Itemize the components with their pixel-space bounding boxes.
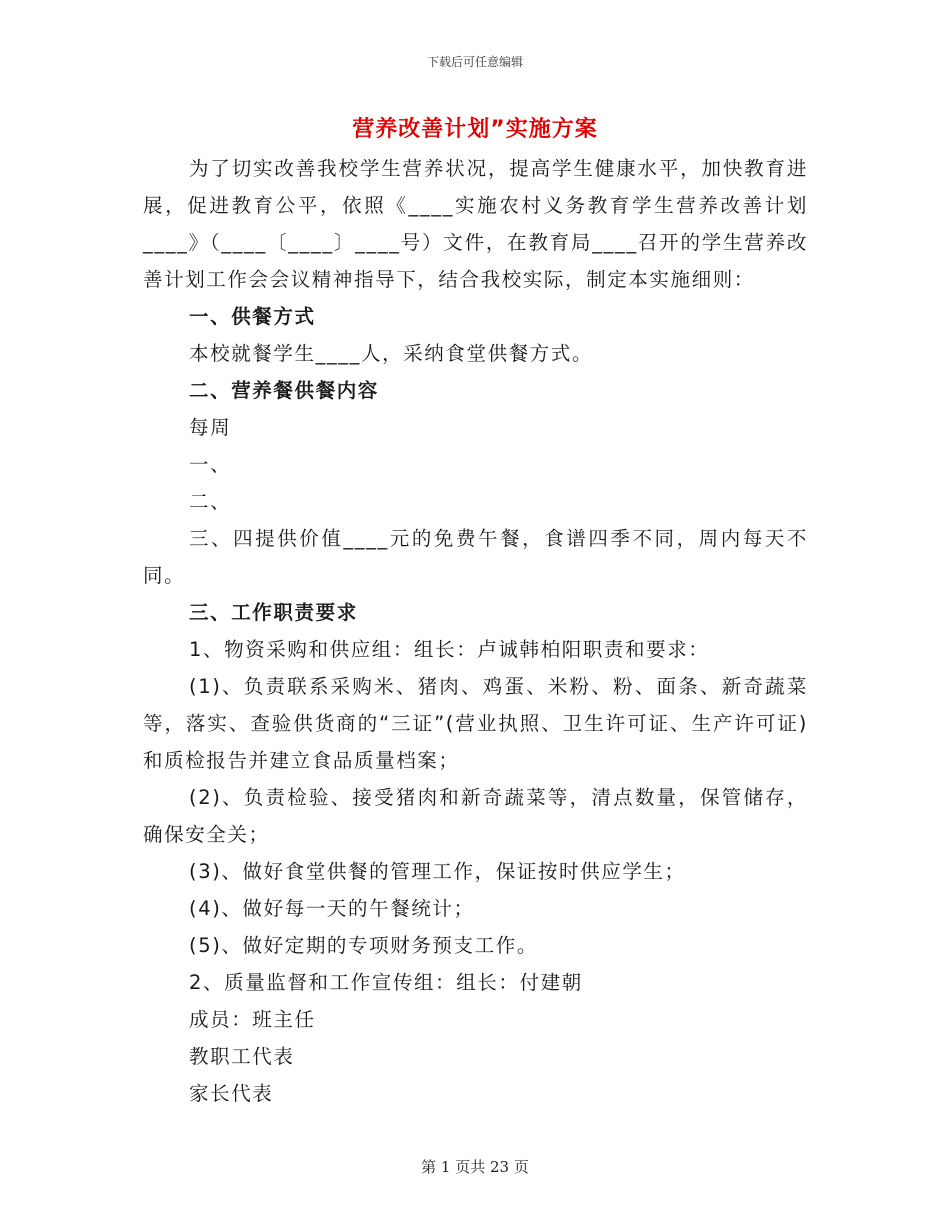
page-footer: 第 1 页共 23 页 <box>421 1158 529 1176</box>
paragraph-free-lunch: 三、四提供价值____元的免费午餐，食谱四季不同，周内每天不同。 <box>143 527 808 587</box>
section-heading-supply-method: 一、供餐方式 <box>189 305 316 328</box>
duty-item-3: (3)、做好食堂供餐的管理工作，保证按时供应学生； <box>189 860 686 883</box>
paragraph-members: 成员：班主任 <box>189 1008 316 1031</box>
duty-item-4: (4)、做好每一天的午餐统计； <box>189 897 475 920</box>
paragraph-weekly: 每周 <box>189 416 232 439</box>
paragraph-parent-rep: 家长代表 <box>189 1082 274 1105</box>
section-heading-duties: 三、工作职责要求 <box>189 601 358 624</box>
document-body <box>143 150 808 1112</box>
document-title: 营养改善计划”实施方案 <box>352 117 598 142</box>
duty-item-1: (1)、负责联系采购米、猪肉、鸡蛋、米粉、粉、面条、新奇蔬菜等，落实、查验供货商的“三证”(营业执照、卫生许可证、生产许可证)和质检报告并建立食品质量档案； <box>143 675 808 772</box>
duty-item-2: (2)、负责检验、接受猪肉和新奇蔬菜等，清点数量，保管储存，确保安全关； <box>143 786 808 846</box>
intro-paragraph: 为了切实改善我校学生营养状况，提高学生健康水平，加快教育进展，促进教育公平，依照《____实施农村义务教育学生营养改善计划____》（____〔____〕____号）文件，在教育局____召开的学生营养改善计划工作会会议精神指导下，结合我校实际，制定本实施细则： <box>143 157 808 291</box>
paragraph-staff-rep: 教职工代表 <box>189 1045 295 1068</box>
paragraph-item-one: 一、 <box>189 453 232 476</box>
paragraph-supply-method: 本校就餐学生____人，采纳食堂供餐方式。 <box>189 342 594 365</box>
paragraph-item-two: 二、 <box>189 490 232 513</box>
header-note: 下载后可任意编辑 <box>426 55 523 69</box>
paragraph-procurement-group: 1、物资采购和供应组：组长：卢诚韩柏阳职责和要求： <box>189 638 710 661</box>
section-heading-meal-content: 二、营养餐供餐内容 <box>189 379 379 402</box>
paragraph-supervision-group: 2、质量监督和工作宣传组：组长：付建朝 <box>189 971 583 994</box>
duty-item-5: (5)、做好定期的专项财务预支工作。 <box>189 934 538 957</box>
